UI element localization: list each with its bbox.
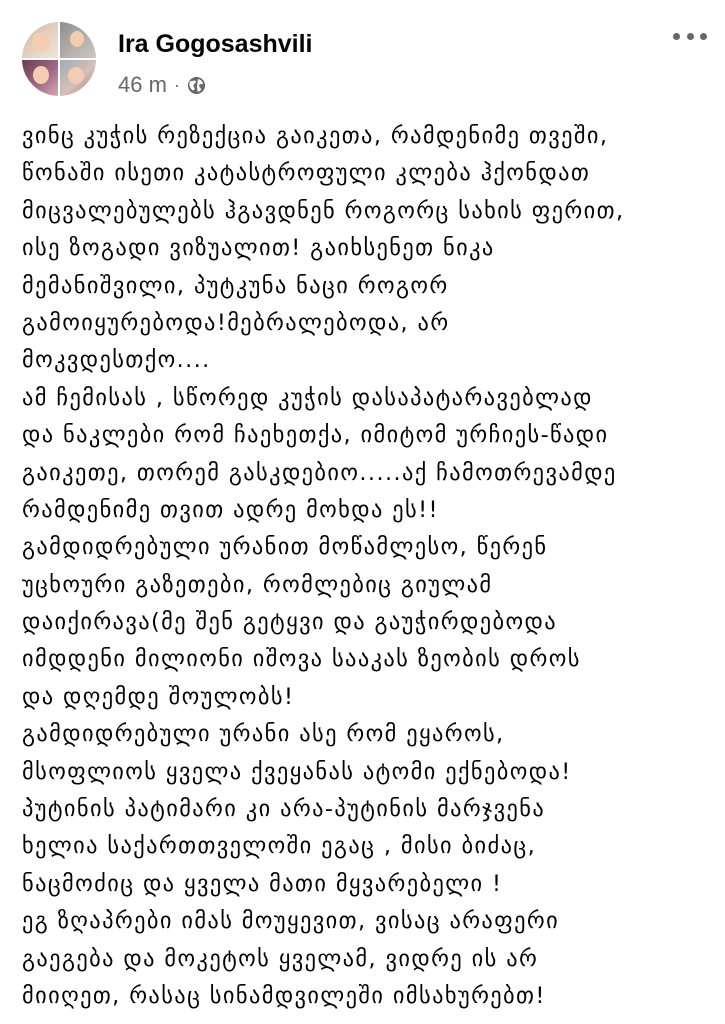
dot-icon (687, 33, 694, 40)
avatar-face (32, 32, 50, 52)
post-text-line: ისე ზოგადი ვიზუალით! გაიხსენეთ ნიკა (22, 235, 495, 262)
post-text-line: გაიკეთე, თორემ გასკდებიო.....აქ ჩამოთრევამდე (22, 459, 617, 486)
avatar-face (68, 67, 84, 84)
post-text-line: ნაცმოძიც და ყველა მათი მყვარებელი ! (22, 870, 503, 897)
post-text-line: და ნაკლები რომ ჩაეხეთქა, იმიტომ ურჩიეს-წადი (22, 422, 609, 449)
post-body (22, 118, 712, 1015)
meta-separator: · (173, 74, 180, 95)
post-text-line: მიცვალებულებს ჰგავდნენ როგორც სახის ფერით, (22, 197, 625, 224)
globe-icon[interactable] (187, 76, 206, 95)
post-header (22, 22, 707, 98)
post-text-line: გამდიდრებული ურანით მოწამლესო, წერენ (22, 534, 548, 561)
post-timestamp[interactable]: 46 m (118, 72, 167, 97)
author-name[interactable]: Ira Gogosashvili (118, 30, 313, 58)
avatar-face (70, 31, 84, 47)
post-text-line: მსოფლიოს ყველა ქვეყანას ატომი ექნებოდა! (22, 758, 572, 785)
post-text-line: პუტინის პატიმარი კი არა-პუტინის მარჯვენა (22, 796, 546, 823)
post-meta (118, 72, 206, 98)
post-text-line: მიიღეთ, რასაც სინამდვილეში იმსახურებთ! (22, 982, 546, 1009)
avatar-divider (22, 58, 96, 60)
post-text-line: რამდენიმე თვით ადრე მოხდა ეს!! (22, 496, 439, 523)
post-text-line: ეგ ზღაპრები იმას მოუყევით, ვისაც არაფერი (22, 908, 560, 935)
author-avatar[interactable] (22, 22, 96, 96)
dot-icon (673, 33, 680, 40)
dot-icon (700, 33, 707, 40)
post-text-line: მოკვდესთქო.... (22, 347, 211, 374)
post-text-line: უცხოური გაზეთები, რომლებიც გიულამ (22, 571, 493, 598)
post-text-line: დაიქირავა(მე შენ გეტყვი და გაუჭირდებოდა (22, 609, 557, 636)
post-text-line: ვინც კუჭის რეზექცია გაიკეთა, რამდენიმე თვეში, (22, 123, 609, 149)
post-text-line: მემანიშვილი, პუტკუნა ნაცი როგორ (22, 272, 449, 299)
post-text-line: გამოიყურებოდა!მებრალებოდა, არ (22, 309, 450, 336)
post-text-line: ამ ჩემისას , სწორედ კუჭის დასაპატარავებლად (22, 384, 593, 411)
post-text-line: იმდდენი მილიონი იშოვა სააკას ზეობის დროს (22, 646, 581, 673)
post-text-line: გაეგება და მოკეტოს ყველამ, ვიდრე ის არ (22, 945, 539, 972)
post-text-line: წონაში ისეთი კატასტროფული კლება ჰქონდათ (22, 160, 591, 187)
more-options-icon[interactable] (673, 28, 707, 44)
avatar-face (33, 66, 49, 84)
post-text-line: ხელია საქართთველოში ეგაც , მისი ბიძაც, (22, 833, 537, 860)
post-text-line: გამდიდრებული ურანი ასე რომ ეყაროს, (22, 721, 505, 748)
post-text-line: და დღემდე შოულობს! (22, 683, 295, 710)
